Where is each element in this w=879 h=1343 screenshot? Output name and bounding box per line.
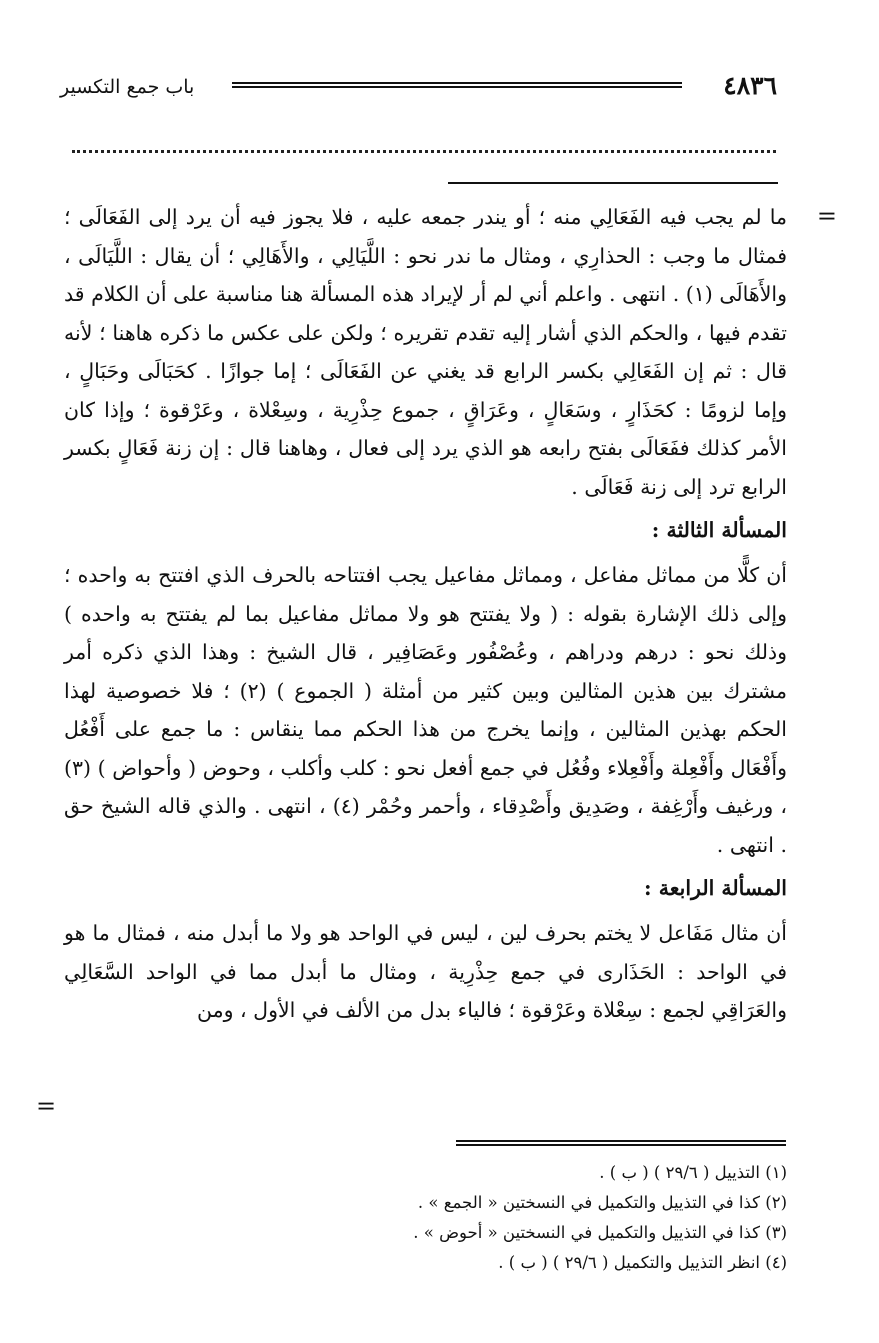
footnote-4: (٤) انظر التذييل والتكميل ( ٢٩/٦ ) ( ب ) .: [498, 1253, 787, 1272]
continuation-mark-top: =: [816, 202, 837, 230]
page-number: ٤٨٣٦: [723, 71, 777, 100]
dotted-separator: [72, 150, 776, 153]
paragraph-continuation: ما لم يجب فيه الفَعَالِي منه ؛ أو يندر جمعه عليه ، فلا يجوز فيه أن يرد إلى الفَعَالَى ؛ فمثال ما وجب : الحذارِي ، ومثال ما ندر نحو : اللَّيَالِي ، والأَهَالِي ؛ أن يقال : اللَّيَالَى ، والأَهَالَى (١) . انتهى . واعلم أني لم أر لإيراد هذه المسألة هنا مناسبة على أن الكلام قد تقدم فيها ، والحكم الذي أشار إليه تقدم تقريره ؛ ولكن على عكس ما ذكره هاهنا ؛ لأنه قال : ثم إن الفَعَالِي بكسر الرابع قد يغني عن الفَعَالَى ؛ إما جوازًا . كحَبَالَى وحَبَالٍ ، وإما لزومًا : كحَذَارٍ ، وسَعَالٍ ، وعَرَاقٍ ، جموع حِذْرِية ، وسِعْلاة ، وعَرْقوة ؛ وإذا كان الأمر كذلك ففَعَالَى بفتح رابعه هو الذي يرد إلى فعال ، وهاهنا قال : إن زنة فَعَالٍ بكسر الرابع ترد إلى زنة فَعَالَى .: [64, 205, 787, 499]
header-double-rule: [232, 82, 682, 88]
footnote-1: (١) التذييل ( ٢٩/٦ ) ( ب ) .: [599, 1163, 787, 1182]
continuation-rule: [448, 182, 778, 184]
continuation-mark-bottom: =: [36, 1092, 57, 1120]
main-text: [64, 198, 787, 1030]
footnote-2: (٢) كذا في التذييل والتكميل في النسختين « الجمع » .: [417, 1193, 787, 1212]
footnote-rule: [456, 1140, 786, 1146]
heading-fourth-issue: المسألة الرابعة :: [644, 876, 787, 900]
paragraph-third-issue: أن كلًّا من مماثل مفاعل ، ومماثل مفاعيل يجب افتتاحه بالحرف الذي افتتح به واحده ؛ وإلى ذلك الإشارة بقوله : ( ولا يفتتح هو ولا مماثل مفاعيل بما لم يفتتح به واحده ) وذلك نحو : درهم ودراهم ، وعُصْفُور وعَصَافِير ، قال الشيخ : وهذا الذي ذكره أمر مشترك بين هذين المثالين وبين كثير من أمثلة ( الجموع ) (٢) ؛ فلا خصوصية لهذا الحكم بهذين المثالين ، وإنما يخرج من هذا الحكم مما ينقاس : ما جمع على أَفْعُل وأَفْعَال وأَفْعِلة وأَفْعِلاء وفُعُل في جمع أفعل نحو : كلب وأكلب ، وحوض ( وأحواض ) (٣) ، ورغيف وأَرْغِفة ، وصَدِيق وأَصْدِقاء ، وأحمر وحُمْر (٤) ، انتهى . والذي قاله الشيخ حق . انتهى .: [64, 563, 787, 857]
paragraph-fourth-issue: أن مثال مَفَاعل لا يختم بحرف لين ، ليس في الواحد هو ولا ما أبدل منه ، فمثال ما هو في الواحد : الحَذَارى في جمع حِذْرِية ، ومثال ما أبدل مما في الواحد السَّعَالِي والعَرَاقِي لجمع : سِعْلاة وعَرْقوة ؛ فالياء بدل من الألف في الأول ، ومن: [64, 921, 787, 1022]
page-header: [60, 68, 777, 112]
heading-third-issue: المسألة الثالثة :: [651, 518, 787, 542]
footnote-3: (٣) كذا في التذييل والتكميل في النسختين « أحوض » .: [413, 1223, 787, 1242]
footnotes: [64, 1158, 787, 1278]
running-title: باب جمع التكسير: [60, 76, 195, 98]
